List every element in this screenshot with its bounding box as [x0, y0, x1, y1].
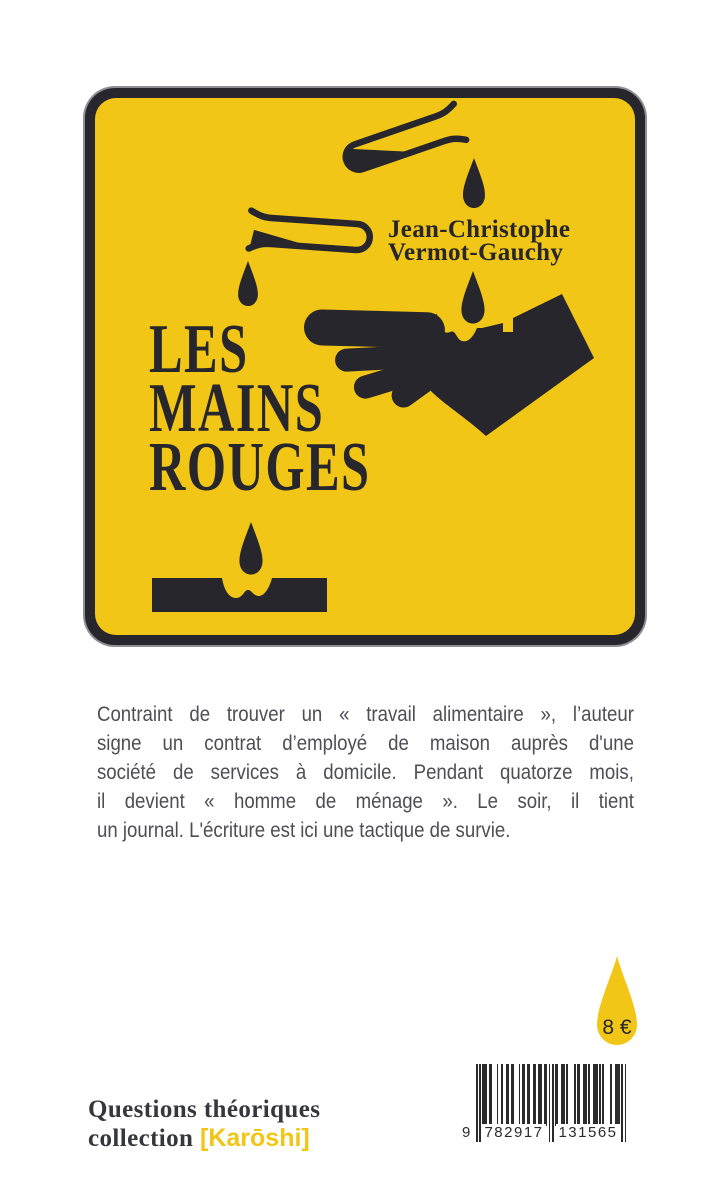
acid-drop-icon: [463, 158, 485, 208]
author-line: Vermot-Gauchy: [388, 239, 564, 266]
test-tube-left-icon: [249, 211, 371, 257]
blurb-line: Contraint de trouver un « travail alimentaire », l’auteur: [97, 702, 634, 726]
collection-name: [Karōshi]: [200, 1124, 310, 1152]
acid-drop-icon: [461, 271, 484, 324]
acid-drop-icon: [238, 261, 258, 306]
barcode-digit-group: 131565: [556, 1124, 620, 1141]
blurb-line: société de services à domicile. Pendant quatorze mois,: [97, 760, 634, 784]
hazard-sign-panel: [85, 88, 645, 645]
price: 8 €: [602, 1016, 632, 1039]
author-line: Jean-Christophe: [388, 216, 571, 243]
barcode-digit-lead: 9: [462, 1124, 472, 1141]
blurb-line: signe un contrat d’employé de maison auprès d'une: [97, 731, 634, 755]
blurb-line: il devient « homme de ménage ». Le soir, il tient: [97, 789, 634, 813]
publisher-block: [88, 1096, 320, 1153]
blurb-line: un journal. L'écriture est ici une tactique de survie.: [97, 818, 511, 842]
collection-prefix: collection: [88, 1125, 201, 1152]
title-line: MAINS: [149, 370, 325, 447]
barcode: [462, 1058, 642, 1152]
test-tube-top-icon: [340, 104, 466, 179]
title-line: ROUGES: [149, 429, 371, 506]
author-name: [388, 218, 570, 264]
title-line: LES: [149, 311, 249, 388]
back-cover-blurb: [97, 700, 634, 845]
acid-drop-icon: [239, 522, 262, 575]
barcode-digit-group: 782917: [482, 1124, 546, 1141]
book-title: [149, 311, 371, 506]
publisher-name: Questions théoriques: [88, 1096, 321, 1123]
corroded-surface-icon: [152, 578, 327, 612]
collection-line: [88, 1124, 320, 1153]
